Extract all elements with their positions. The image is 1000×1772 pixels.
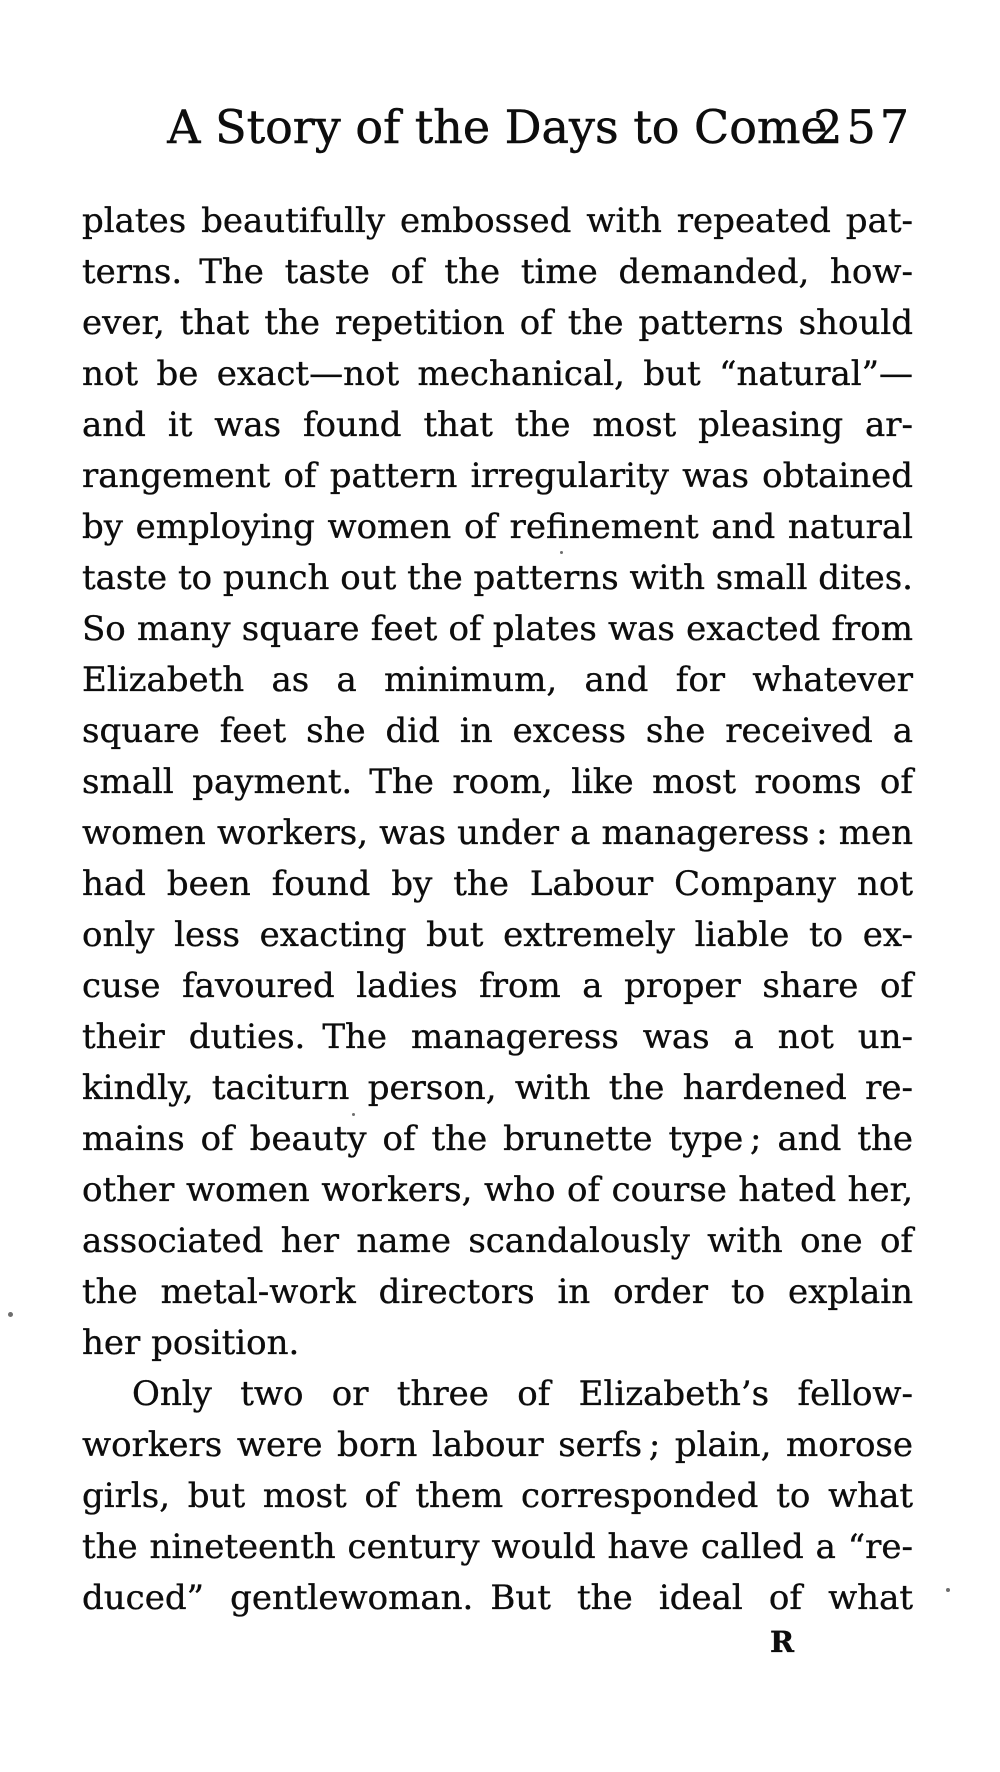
- header-title: A Story of the Days to Come: [167, 100, 828, 154]
- running-header: [82, 100, 913, 154]
- text-line: by employing women of refinement and natural: [82, 507, 913, 547]
- text-block: [82, 196, 913, 1624]
- text-line: the nineteenth century would have called a “re-: [82, 1527, 913, 1567]
- text-line: Elizabeth as a minimum, and for whatever: [82, 660, 913, 700]
- text-line: girls, but most of them corresponded to what: [82, 1476, 913, 1516]
- text-line: small payment. The room, like most rooms of: [82, 762, 913, 802]
- text-line: mains of beauty of the brunette type ; and the: [82, 1119, 913, 1159]
- text-line: her position.: [82, 1323, 300, 1363]
- text-line: ever, that the repetition of the patterns should: [82, 303, 913, 343]
- signature-mark: R: [770, 1625, 796, 1659]
- text-line: cuse favoured ladies from a proper share of: [82, 966, 913, 1006]
- scan-speck: [560, 551, 563, 554]
- text-line: other women workers, who of course hated her,: [82, 1170, 913, 1210]
- text-line: women workers, was under a manageress : men: [82, 813, 913, 853]
- text-line: taste to punch out the patterns with small dites.: [82, 558, 913, 598]
- text-line: duced” gentlewoman. But the ideal of what: [82, 1578, 913, 1618]
- scan-speck: [946, 1588, 950, 1592]
- text-line: only less exacting but extremely liable to ex-: [82, 915, 913, 955]
- text-line: and it was found that the most pleasing ar-: [82, 405, 913, 445]
- header-page-number: 257: [813, 100, 913, 154]
- text-line: kindly, taciturn person, with the hardened re-: [82, 1068, 913, 1108]
- text-line: plates beautifully embossed with repeated pat-: [82, 201, 913, 241]
- text-line: associated her name scandalously with one of: [82, 1221, 913, 1261]
- text-line: the metal-work directors in order to explain: [82, 1272, 913, 1312]
- text-line: had been found by the Labour Company not: [82, 864, 913, 904]
- text-line: workers were born labour serfs ; plain, morose: [82, 1425, 913, 1465]
- text-line: not be exact—not mechanical, but “natural”—: [82, 354, 913, 394]
- text-line: square feet she did in excess she received a: [82, 711, 913, 751]
- text-line: rangement of pattern irregularity was obtained: [82, 456, 913, 496]
- scan-speck: [8, 1312, 13, 1317]
- text-line: So many square feet of plates was exacted from: [82, 609, 913, 649]
- scan-speck: [352, 1113, 355, 1116]
- text-line: Only two or three of Elizabeth’s fellow-: [132, 1374, 913, 1414]
- text-line: their duties. The manageress was a not un-: [82, 1017, 913, 1057]
- text-line: terns. The taste of the time demanded, how-: [82, 252, 913, 292]
